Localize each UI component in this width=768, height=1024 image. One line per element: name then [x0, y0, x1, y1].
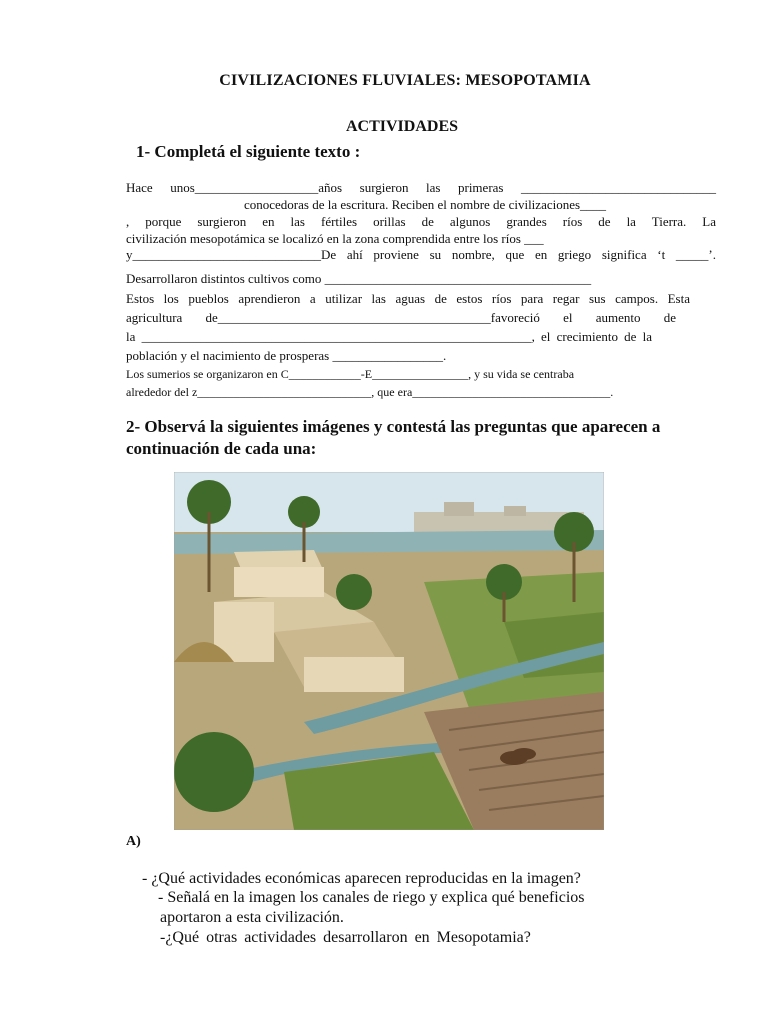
- fill-text-poblacion: población y el nacimiento de prosperas _________________.: [126, 348, 447, 363]
- fill-text-line-4: civilización mesopotámica se localizó en la zona comprendida entre los ríos ___: [126, 231, 544, 246]
- mesopotamian-village-illustration-icon: [174, 472, 604, 830]
- question-2-continuation: aportaron a esta civilización.: [160, 909, 344, 926]
- fill-text-line-1: Hace unos___________________años surgieron las primeras ______________________________: [126, 180, 716, 195]
- question-2: - Señalá en la imagen los canales de riego y explica qué beneficios: [158, 889, 585, 906]
- fill-text-cultivos: Desarrollaron distintos cultivos como _________________________________________: [126, 271, 592, 286]
- fill-text-alrededor: alrededor del z_____________________________, que era_________________________________.: [126, 385, 614, 399]
- page-subtitle: ACTIVIDADES: [345, 118, 459, 135]
- fill-text-line-3: , porque surgieron en las fértiles orillas de algunos grandes ríos de la Tierra. La: [126, 214, 716, 229]
- section-a-label: A): [126, 834, 141, 849]
- fill-text-agricultura: agricultura de__________________________________________favoreció el aumento de: [126, 310, 676, 325]
- page-title: CIVILIZACIONES FLUVIALES: MESOPOTAMIA: [219, 72, 591, 89]
- fill-text-aguas: Estos los pueblos aprendieron a utilizar las aguas de estos ríos para regar sus campos. Esta: [126, 291, 690, 306]
- activity-2-heading: 2- Observá la siguientes imágenes y contestá las preguntas que aparecen a continuación de cada una:: [126, 417, 661, 458]
- question-3: -¿Qué otras actividades desarrollaron en Mesopotamia?: [160, 929, 531, 946]
- fill-text-sumerios: Los sumerios se organizaron en C____________-E________________, y su vida se centraba: [126, 367, 575, 381]
- fill-text-line-5: y_____________________________De ahí proviene su nombre, que en griego significa ‘t _____’.: [126, 247, 716, 262]
- activity-1-heading: 1- Completá el siguiente texto :: [136, 142, 361, 161]
- question-1: - ¿Qué actividades económicas aparecen reproducidas en la imagen?: [142, 870, 581, 887]
- fill-text-la: la ____________________________________________________________, el crecimiento de la: [126, 329, 652, 344]
- fill-text-line-2: conocedoras de la escritura. Reciben el nombre de civilizaciones____: [244, 197, 607, 212]
